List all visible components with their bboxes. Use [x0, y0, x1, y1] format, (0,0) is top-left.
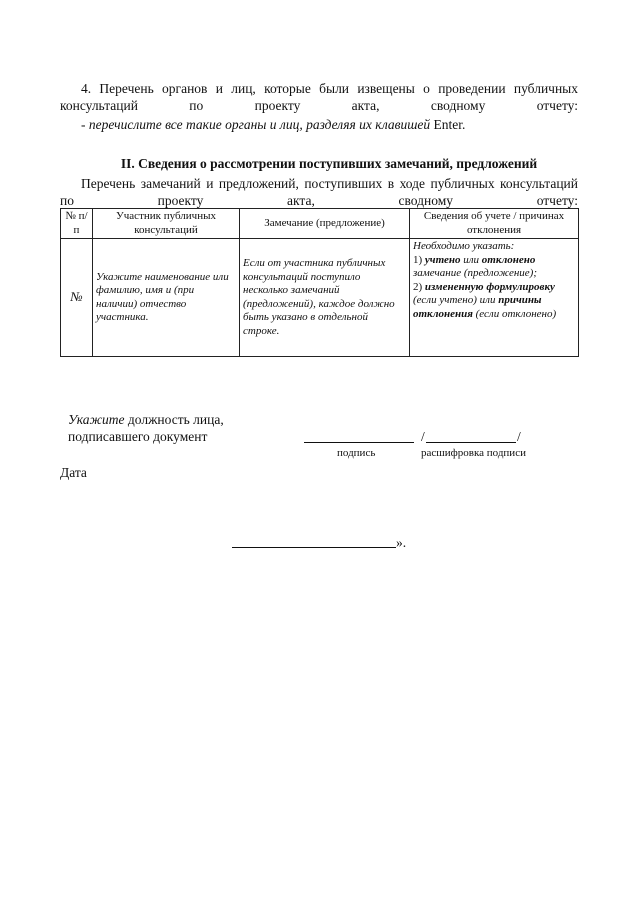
row-remark: Если от участника публичных консультаций поступило несколько замечаний (предложений), каждое должно быть указано в отдельной строке.	[240, 239, 410, 357]
row-participant: Укажите наименование или фамилию, имя и (при наличии) отчество участника.	[93, 239, 240, 357]
header-info: Сведения об учете / причинах отклонения	[410, 209, 579, 239]
signature-line	[304, 442, 414, 443]
section4-heading: 4. Перечень органов и лиц, которые были извещены о проведении публичных консультаций по проекту акта, сводному отчету:	[60, 81, 578, 113]
info-changed-wording: измененную формулировку	[424, 280, 555, 293]
date-line	[232, 547, 396, 548]
section4-instruction-text: - перечислите все такие органы и лиц, разделяя их клавишей	[81, 117, 431, 132]
label-decode: расшифровка подписи	[421, 447, 526, 459]
header-participant: Участник публичных консультаций	[93, 209, 240, 239]
slash-left: /	[421, 429, 425, 444]
signature-position-line2: подписавшего документ	[68, 429, 208, 444]
date-quote-end: ».	[396, 535, 407, 550]
section2-title: II. Сведения о рассмотрении поступивших замечаний, предложений	[120, 156, 538, 171]
section4-instruction	[81, 116, 578, 133]
label-signature: подпись	[337, 447, 376, 459]
remarks-table	[60, 208, 579, 357]
date-label: Дата	[60, 465, 87, 480]
row-info: Необходимо указать: 1) учтено или отклонено замечание (предложение); 2) измененную формулировку (если учтено) или причины отклонения (если отклонено)	[410, 239, 579, 357]
info-intro: Необходимо указать:	[413, 240, 515, 252]
section4-instruction-key: Enter.	[433, 117, 466, 132]
table-row	[61, 239, 579, 357]
section2-intro: Перечень замечаний и предложений, поступивших в ходе публичных консультаций по проекту акта, сводному отчету:	[60, 176, 578, 208]
decode-line	[426, 442, 516, 443]
signature-position-line1: Укажите должность лица,	[68, 412, 224, 427]
header-remark: Замечание (предложение)	[240, 209, 410, 239]
header-num: № п/п	[61, 209, 93, 239]
info-rejection-reasons: причины отклонения	[413, 294, 542, 320]
info-accepted: учтено	[424, 253, 461, 266]
slash-right: /	[517, 429, 521, 444]
info-rejected: отклонено	[481, 253, 536, 266]
row-num: №	[61, 239, 93, 357]
